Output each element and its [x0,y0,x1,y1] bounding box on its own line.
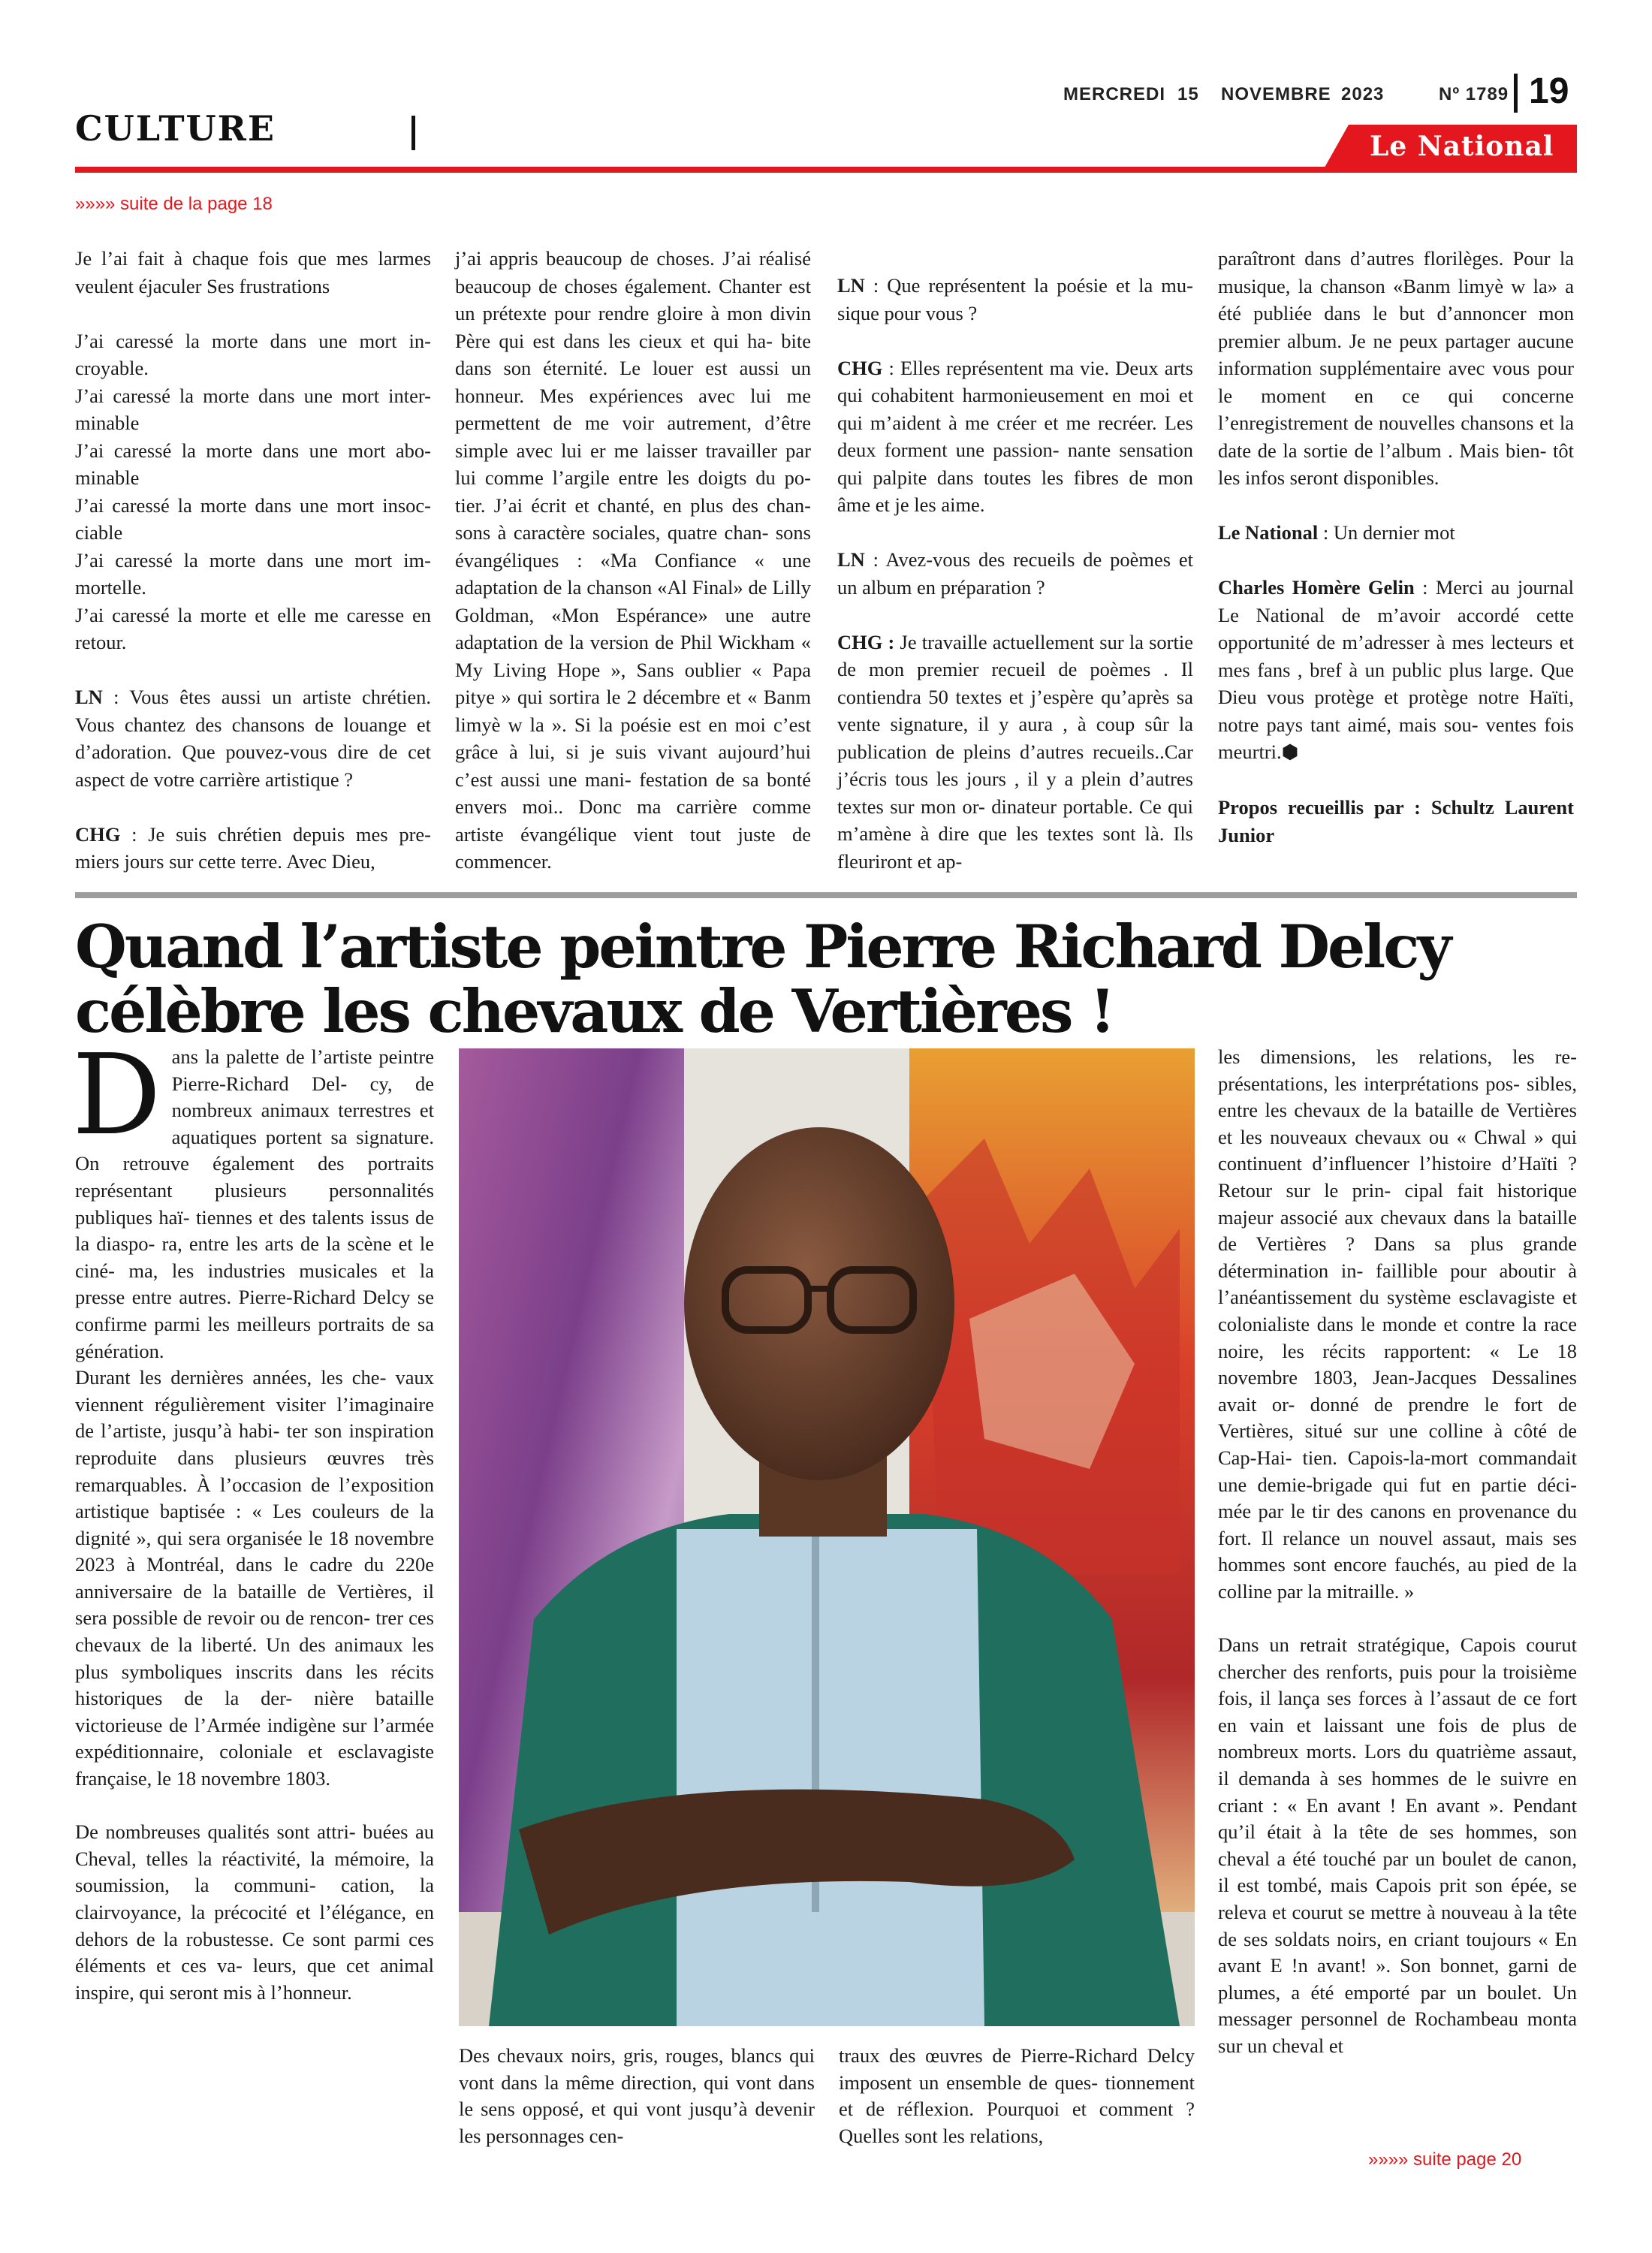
interview-column-1 [75,245,431,876]
article-column-4 [1218,1044,1577,2060]
answer-text: : Je suis chrétien depuis mes pre- miers jours sur cette terre. Avec Dieu, [75,822,431,873]
poem-line: J’ai caressé la morte dans une mort in- croyable. [75,329,431,379]
article-column-3 [839,2043,1195,2149]
interview-question [75,683,431,793]
answer-text: paraîtront dans d’autres florilèges. Pour la musique, la chanson «Banm limyè w la» a été publiée dans le but d’annoncer mon premier album. Je ne peux partager aucune information supplémentaire avec vous pour le moment en ce qui concerne l’enregistrement de nouvelles chansons et la date de la sortie de l’album . Mais bien- tôt les infos seront disponibles. [1218,247,1574,489]
section-divider [75,892,1577,898]
article-column-2 [459,2043,815,2149]
article-paragraph: Dans un retrait stratégique, Capois courut chercher des renforts, puis pour la troisième fois, il lança ses forces à l’assaut de ce fort en vain et laissant une fois de plus de nombreux morts. Lors du quatrième assaut, il demanda à ses hommes de le suivre en criant : « En avant ! En avant ». Pendant qu’il était à la tête de ses hommes, son cheval a été touché par un boulet de canon, il est tombé, mais Capois prit son épée, se releva et courut se mettre à nouveau à la tête de ses soldats noirs, en criant toujours « En avant E !n avant! ». Son bonnet, garni de plumes, a été emporté par un boulet. Un messager personnel de Rochambeau monta sur un cheval et [1218,1633,1577,2057]
speaker-label: CHG : [837,630,895,653]
interview-credit: Propos recueillis par : Schultz Laurent Junior [1218,796,1574,846]
article-lead-paragraph [72,1030,434,1365]
poem-line: J’ai caressé la morte dans une mort inter- minable [75,384,431,434]
masthead-title: Le National [1370,131,1554,162]
article-paragraph: Des chevaux noirs, gris, rouges, blancs qui vont dans la même direction, qui vont dans le sens opposé, et qui vont jusqu’à devenir les personnages cen- [459,2044,815,2147]
interview-answer [1218,574,1574,767]
speaker-label: CHG [837,356,883,379]
interview-column-4 [1218,245,1574,849]
question-text: : Avez-vous des recueils de poèmes et un album en préparation ? [837,548,1193,599]
speaker-label: CHG [75,822,121,846]
question-text: : Un dernier mot [1318,521,1455,544]
speaker-label: Le National [1218,521,1319,544]
interview-question [837,272,1193,327]
article-paragraph: traux des œuvres de Pierre-Richard Delcy imposent un ensemble de ques- tionnement et de réflexion. Pourquoi et comment ? Quelles sont les relations, [839,2044,1195,2147]
interview-question [837,546,1193,601]
poem-lines [75,245,431,683]
section-title: CULTURE [75,108,276,149]
answer-text: Je travaille actuellement sur la sortie de mon premier recueil de poèmes . Il contiendra 50 textes et j’espère qu’après sa vente signature, il y aura , à coup sûr la publication de pleins d’autres recueils..Car j’écris tous les jours , il y a plein d’autres textes sur mon or- dinateur portable. Ce qui m’amène à dire que les textes sont là. Ils fleuriront et ap- [837,630,1193,873]
answer-text: : Elles représentent ma vie. Deux arts qui cohabitent harmonieusement en moi et qui m’aident à me créer et me recréer. Les deux forment une passion- nante sensation qui palpite dans toutes les fibres de mon âme et je les aime. [837,356,1193,516]
question-text: : Que représentent la poésie et la mu- sique pour vous ? [837,274,1193,324]
article-paragraph: Durant les dernières années, les che- vaux viennent régulièrement visiter l’imaginaire de l’artiste, jusqu’à habi- ter son inspiration reproduite dans plusieurs œuvres très remarquables. À l’occasion de l’exposition artistique baptisée : « Les couleurs de la dignité », qui sera organisée le 18 novembre 2023 à Montréal, dans le cadre du 220e anniversaire de la bataille de Vertières, il sera possible de revoir ou de rencon- trer ces chevaux de la liberté. Un des animaux les plus symboliques inscrits dans les récits historiques de la der- nière bataille victorieuse de l’Armée indigène sur l’armée expéditionnaire, coloniale et esclavagiste française, le 18 novembre 1803. [75,1366,434,1790]
header-red-rule [75,167,1577,173]
article-headline[interactable]: Quand l’artiste peintre Pierre Richard Delcy célèbre les chevaux de Vertières ! [75,912,1450,1046]
poem-line: J’ai caressé la morte et elle me caresse en retour. [75,603,431,653]
interview-question [1218,519,1574,547]
section-divider-bar [411,116,415,150]
drop-cap: D [72,1030,161,1160]
poem-line: Je l’ai fait à chaque fois que mes larmes veulent éjaculer Ses frustrations [75,247,431,297]
interview-column-2 [455,245,811,876]
question-text: : Vous êtes aussi un artiste chrétien. Vous chantez des chansons de louange et d’adoration. Que pouvez-vous dire de cet aspect de votre carrière artistique ? [75,686,431,791]
speaker-label: LN [837,274,865,297]
interview-answer [75,821,431,876]
date-weekday: MERCREDI [1063,84,1166,104]
paragraph-text: ans la palette de l’artiste peintre Pierre-Richard Del- cy, de nombreux animaux terrestres et aquatiques portent sa signature. On retrouve également des portraits représentant plusieurs personnalités publiques haï- tiennes et des talents issus de la diaspo- ra, entre les arts de la scène et le ciné- ma, les industries musicales et la presse entre autres. Pierre-Richard Delcy se confirme parmi les meilleurs portraits de sa génération. [75,1045,434,1362]
page-number-separator [1514,74,1518,113]
issue-number: Nº 1789 [1439,84,1509,104]
article-column-1 [72,1030,434,2006]
speaker-label: LN [75,686,103,708]
date-year: 2023 [1341,84,1385,104]
artist-photo [459,1048,1195,2026]
answer-text: j’ai appris beaucoup de choses. J’ai réalisé beaucoup de choses également. Chanter est un prétexte pour rendre gloire à mon divin Père qui est dans les cieux et qui ha- bite dans son éternité. Le louer est aussi un honneur. Mes expériences avec lui me permettent de me voir autrement, d’être simple avec lui er me laisser travailler par lui comme l’argile entre les doigts du po- tier. J’ai écrit et chanté, en plus des chan- sons à caractère sociales, quatre chan- sons évangéliques : «Ma Confiance « une adaptation de la chanson «Al Final» de Lilly Goldman, «Mon Espérance» une autre adaptation de la version de Phil Wickham « My Living Hope », Sans oublier « Papa pitye » qui sortira le 2 décembre et « Banm limyè w la ». Si la poésie est en moi c’est grâce à lui, si je suis vivant aujourd’hui c’est aussi une mani- festation de sa bonté envers moi.. Donc ma carrière comme artiste évangélique vient tout juste de commencer. [455,247,811,873]
blank-line [75,656,431,684]
date-day: 15 [1177,84,1199,104]
end-mark-icon: ⬢ [1281,741,1299,763]
poem-line: J’ai caressé la morte dans une mort im- mortelle. [75,548,431,599]
interview-answer [837,629,1193,876]
interview-answer [837,354,1193,519]
article-paragraph: De nombreuses qualités sont attri- buées au Cheval, telles la réactivité, la mémoire, la soumission, la communi- cation, la clairvoyance, la précocité et l’élégance, en dehors de la robustesse. Ce sont parmi ces éléments et ces va- leurs, que cet animal inspire, qui seront mis à l’honneur. [75,1820,434,2004]
speaker-label: LN [837,548,865,571]
continued-from-link[interactable]: »»»» suite de la page 18 [75,194,273,214]
article-paragraph: les dimensions, les relations, les re- présentations, les interprétations pos- sibles, entre les chevaux de la bataille de Vertières et les nouveaux chevaux ou « Chwal » qui continuent d’influencer l’histoire d’Haïti ? Retour sur le prin- cipal fait historique majeur associé aux chevaux dans la bataille de Vertières ? Dans sa plus grande détermination in- faillible pour aboutir à l’anéantissement du système esclavagiste et colonialiste dans le monde et contre la race noire, les récits rapportent: « Le 18 novembre 1803, Jean-Jacques Dessalines avait or- donné de prendre le fort de Vertières, situé sur une colline à côté de Cap-Hai- tien. Capois-la-mort commandait une demie-brigade qui fut en partie déci- mée par le tir des canons en provenance du fort. Il relance un nouvel assaut, mais ses hommes sont encore fauchés, au pied de la colline par la mitraille. » [1218,1045,1577,1603]
date-month: NOVEMBRE [1221,84,1331,104]
artist-photo-illustration [459,1048,1195,2026]
continued-to-link[interactable]: »»»» suite page 20 [1368,2149,1522,2170]
page-number: 19 [1529,71,1569,111]
answer-text: : Merci au journal Le National de m’avoir accordé cette opportunité de m’adresser à mes lecteurs et mes fans , bref à un public plus large. Que Dieu vous protège et protège notre Haïti, notre pays tant aimé, mais sou- ventes fois meurtri. [1218,576,1574,763]
poem-line: J’ai caressé la morte dans une mort abo- minable [75,439,431,489]
interview-column-3 [837,272,1193,875]
poem-line: J’ai caressé la morte dans une mort insoc- ciable [75,493,431,544]
speaker-label: Charles Homère Gelin [1218,576,1415,599]
blank-line [75,300,431,327]
